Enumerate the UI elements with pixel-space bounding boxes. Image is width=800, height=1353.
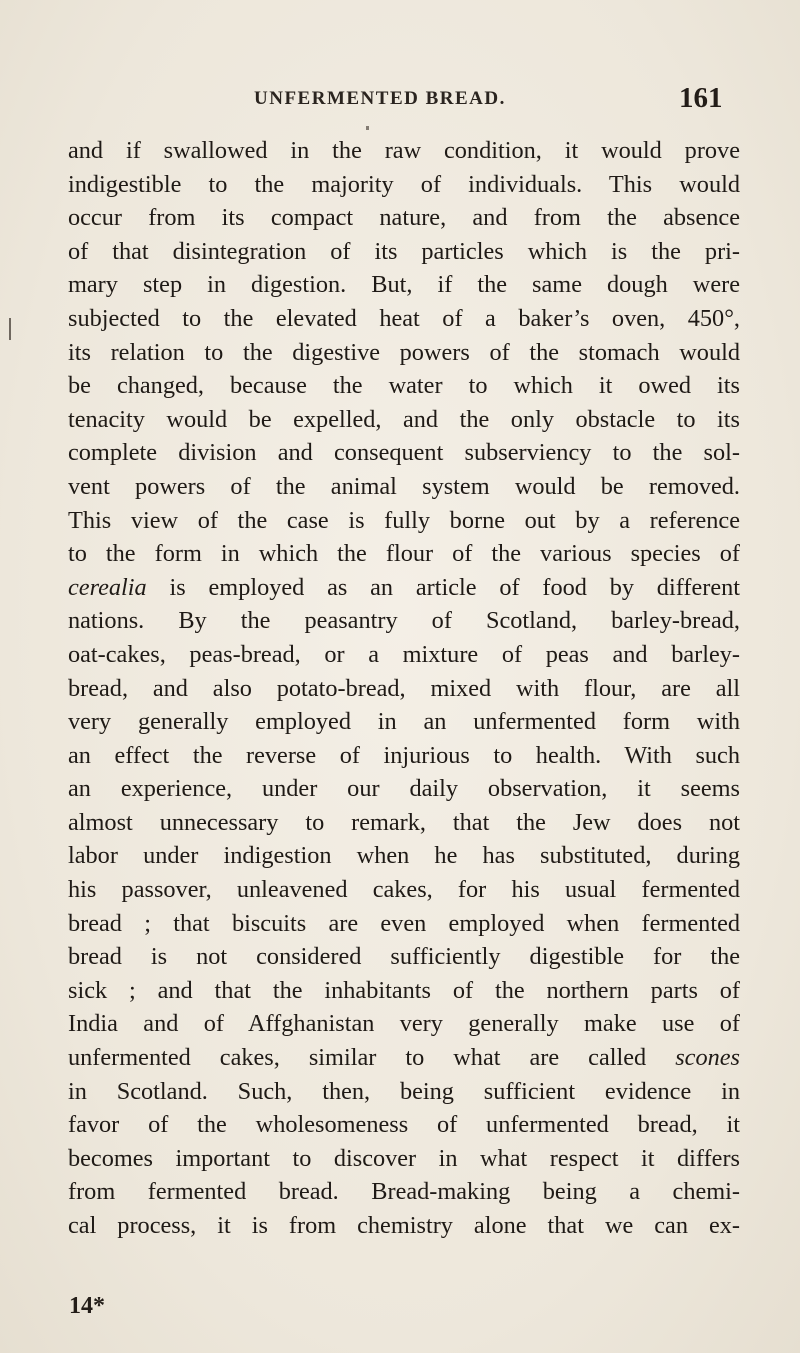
text-line: be changed, because the water to which it owed its <box>68 372 740 400</box>
text-line <box>68 571 740 605</box>
text-line: occur from its compact nature, and from the absence <box>68 204 740 232</box>
text-line: its relation to the digestive powers of the stomach would <box>68 338 740 366</box>
body-text <box>68 134 740 1243</box>
text-line: tenacity would be expelled, and the only obstacle to its <box>68 405 740 433</box>
line-rest: unfermented cakes, similar to what are called <box>68 1044 676 1072</box>
text-line: an effect the reverse of injurious to health. With such <box>68 741 740 769</box>
text-line: favor of the wholesomeness of unfermented bread, it <box>68 1111 740 1139</box>
text-line: almost unnecessary to remark, that the Jew does not <box>68 808 740 836</box>
text-line: becomes important to discover in what respect it differs <box>68 1144 740 1172</box>
text-line: bread, and also potato-bread, mixed with flour, are all <box>68 674 740 702</box>
text-line: subjected to the elevated heat of a baker’s oven, 450°, <box>68 304 740 332</box>
signature-mark: 14* <box>69 1293 105 1319</box>
ink-speck <box>366 126 369 130</box>
line-rest: is employed as an article of food by different <box>146 573 740 601</box>
text-line: oat-cakes, peas-bread, or a mixture of peas and barley- <box>68 640 740 668</box>
text-line: in Scotland. Such, then, being sufficient evidence in <box>68 1077 740 1105</box>
text-line: complete division and consequent subserviency to the sol- <box>68 439 740 467</box>
text-line: from fermented bread. Bread-making being a chemi- <box>68 1178 740 1206</box>
text-line: labor under indigestion when he has substituted, during <box>68 842 740 870</box>
text-line: bread ; that biscuits are even employed when fermented <box>68 909 740 937</box>
text-line: India and of Affghanistan very generally make use of <box>68 1010 740 1038</box>
text-line: This view of the case is fully borne out by a reference <box>68 506 740 534</box>
text-line: sick ; and that the inhabitants of the northern parts of <box>68 976 740 1004</box>
text-line: his passover, unleavened cakes, for his usual fermented <box>68 876 740 904</box>
italic-term: cerealia <box>68 573 147 601</box>
margin-mark <box>9 318 11 340</box>
running-title: UNFERMENTED BREAD. <box>254 88 506 109</box>
text-line: nations. By the peasantry of Scotland, barley-bread, <box>68 607 740 635</box>
italic-term: scones <box>675 1044 740 1072</box>
text-line: cal process, it is from chemistry alone that we can ex- <box>68 1212 740 1239</box>
text-line: vent powers of the animal system would be removed. <box>68 472 740 500</box>
text-line: indigestible to the majority of individuals. This would <box>68 170 740 198</box>
text-line <box>68 1041 740 1075</box>
text-line: to the form in which the flour of the various species of <box>68 540 740 568</box>
text-line: an experience, under our daily observation, it seems <box>68 775 740 803</box>
text-line: bread is not considered sufficiently digestible for the <box>68 943 740 971</box>
text-line: very generally employed in an unfermented form with <box>68 708 740 736</box>
text-line: mary step in digestion. But, if the same dough were <box>68 271 740 299</box>
text-line: of that disintegration of its particles which is the pri- <box>68 237 740 265</box>
page-number: 161 <box>679 82 723 114</box>
text-line: and if swallowed in the raw condition, it would prove <box>68 137 740 164</box>
